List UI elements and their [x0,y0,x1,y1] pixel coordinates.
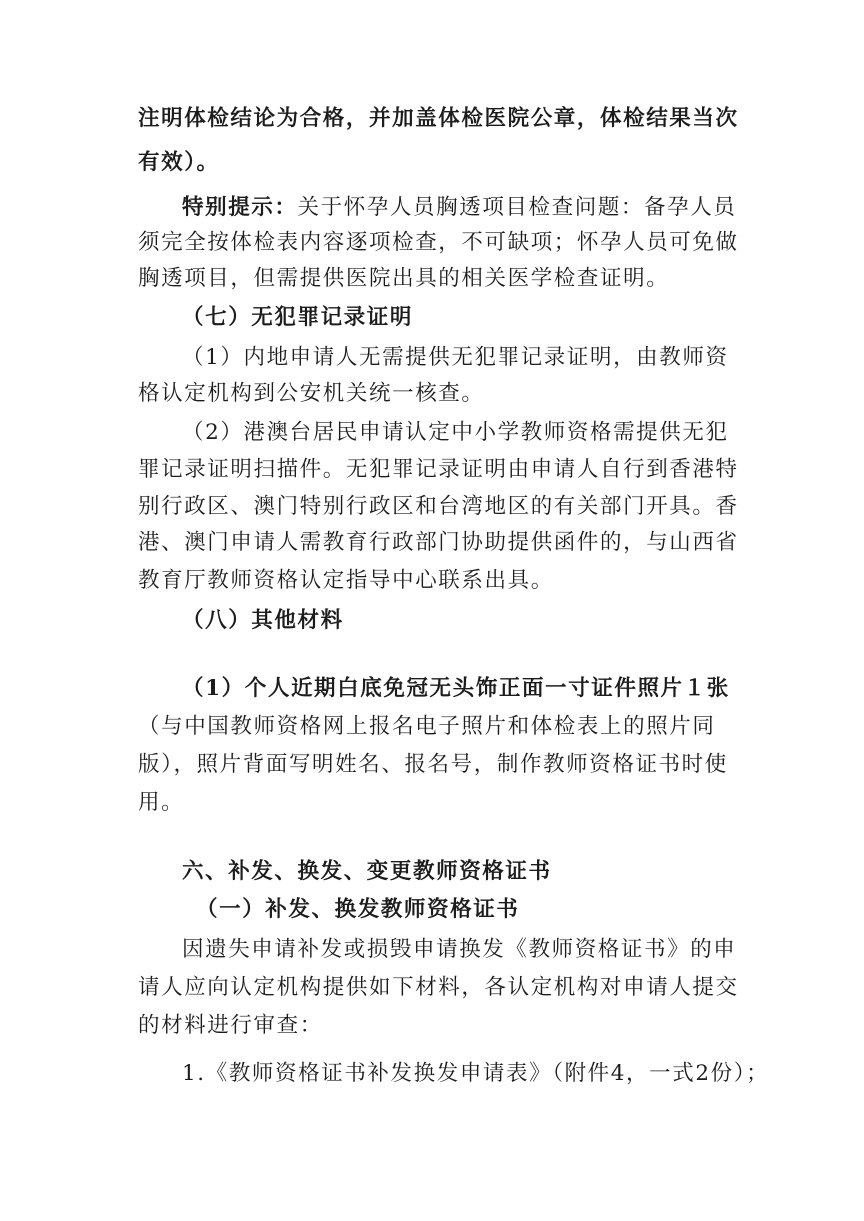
paragraph-line: （与中国教师资格网上报名电子照片和体检表上的照片同 [138,714,716,739]
paragraph-line: 教育厅教师资格认定指导中心联系出具。 [138,568,554,593]
paragraph-line: 因遗失申请补发或损毁申请换发《教师资格证书》的申 [182,937,737,962]
paragraph-line: 须完全按体检表内容逐项检查，不可缺项；怀孕人员可免做 [138,230,739,255]
paragraph-line: 别行政区、澳门特别行政区和台湾地区的有关部门开具。香 [138,494,739,519]
paragraph-line: （2）港澳台居民申请认定中小学教师资格需提供无犯 [182,420,729,445]
paragraph-line: 请人应向认定机构提供如下材料，各认定机构对申请人提交 [138,975,739,1000]
paragraph-line: （1）个人近期白底免冠无头饰正面一寸证件照片１张 [182,676,730,701]
paragraph-line: 版），照片背面写明姓名、报名号，制作教师资格证书时使 [138,752,728,777]
special-notice-label: 特别提示： [182,195,298,220]
paragraph-line: 胸透项目，但需提供医院出具的相关医学检查证明。 [138,266,670,291]
paragraph-line: 用。 [138,790,185,815]
section-heading: （八）其他材料 [182,608,344,633]
paragraph-line: （1）内地申请人无需提供无犯罪记录证明，由教师资 [182,345,729,370]
paragraph-line: 罪记录证明扫描件。无犯罪记录证明由申请人自行到香港特 [138,457,739,482]
section-heading: （一）补发、换发教师资格证书 [196,897,520,922]
section-heading: （七）无犯罪记录证明 [182,305,414,330]
special-notice-line [182,193,736,223]
paragraph-line: 的材料进行审查： [138,1013,323,1038]
paragraph-line: 有效）。 [138,150,220,175]
paragraph-line: 港、澳门申请人需教育行政部门协助提供函件的，与山西省 [138,530,739,555]
paragraph-line: 格认定机构到公安机关统一核查。 [138,381,485,406]
chapter-heading: 六、补发、换发、变更教师资格证书 [182,859,552,884]
special-notice-text: 关于怀孕人员胸透项目检查问题：备孕人员 [297,195,737,220]
paragraph-line: 注明体检结论为合格，并加盖体检医院公章，体检结果当次 [138,106,739,131]
list-item: 1.《教师资格证书补发换发申请表》（附件4，一式2份）； [182,1061,770,1086]
